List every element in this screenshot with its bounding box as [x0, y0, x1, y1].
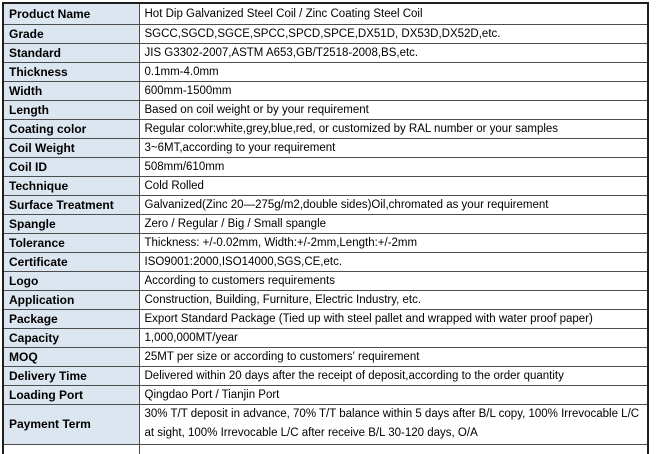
spec-value-loading-port: Qingdao Port / Tianjin Port — [139, 385, 648, 404]
spec-value-surface-treatment: Galvanized(Zinc 20—275g/m2,double sides)Oil,chromated as your requirement — [139, 195, 648, 214]
spec-value-spangle: Zero / Regular / Big / Small spangle — [139, 214, 648, 233]
table-row — [3, 62, 648, 81]
spec-label-coil-weight: Coil Weight — [3, 138, 139, 157]
spec-label-moq: MOQ — [3, 347, 139, 366]
spec-value-coating-color: Regular color:white,grey,blue,red, or customized by RAL number or your samples — [139, 119, 648, 138]
spec-label-delivery-time: Delivery Time — [3, 366, 139, 385]
spec-label-spangle: Spangle — [3, 214, 139, 233]
table-row — [3, 309, 648, 328]
spec-value-coil-weight: 3~6MT,according to your requirement — [139, 138, 648, 157]
table-row — [3, 24, 648, 43]
spec-label-application: Application — [3, 290, 139, 309]
spec-label-surface-treatment: Surface Treatment — [3, 195, 139, 214]
table-row — [3, 157, 648, 176]
spec-label-certificate: Certificate — [3, 252, 139, 271]
table-row — [3, 81, 648, 100]
table-row — [3, 233, 648, 252]
spec-label-capacity: Capacity — [3, 328, 139, 347]
spec-value-application: Construction, Building, Furniture, Electric Industry, etc. — [139, 290, 648, 309]
spec-label-product-name: Product Name — [3, 3, 139, 24]
table-row — [3, 404, 648, 444]
table-row — [3, 252, 648, 271]
spec-label-logo: Logo — [3, 271, 139, 290]
table-row — [3, 43, 648, 62]
spec-value-product-name: Hot Dip Galvanized Steel Coil / Zinc Coating Steel Coil — [139, 3, 648, 24]
spec-label-width: Width — [3, 81, 139, 100]
table-row — [3, 385, 648, 404]
spec-value-grade: SGCC,SGCD,SGCE,SPCC,SPCD,SPCE,DX51D, DX53D,DX52D,etc. — [139, 24, 648, 43]
spec-label-standard: Standard — [3, 43, 139, 62]
table-row — [3, 195, 648, 214]
table-row — [3, 100, 648, 119]
spec-value-certificate: ISO9001:2000,ISO14000,SGS,CE,etc. — [139, 252, 648, 271]
table-row — [3, 271, 648, 290]
spec-label-loading-port: Loading Port — [3, 385, 139, 404]
spec-value-length: Based on coil weight or by your requirement — [139, 100, 648, 119]
spec-value-coil-id: 508mm/610mm — [139, 157, 648, 176]
spec-value-payment-term: 30% T/T deposit in advance, 70% T/T balance within 5 days after B/L copy, 100% Irrevocable L/C at sight, 100% Irrevocable L/C after receive B/L 30-120 days, O/A — [139, 404, 648, 444]
table-row — [3, 214, 648, 233]
spec-label-coil-id: Coil ID — [3, 157, 139, 176]
spec-label-package: Package — [3, 309, 139, 328]
partial-label-cell — [3, 444, 139, 454]
spec-label-payment-term: Payment Term — [3, 404, 139, 444]
table-row — [3, 328, 648, 347]
spec-value-capacity: 1,000,000MT/year — [139, 328, 648, 347]
spec-value-technique: Cold Rolled — [139, 176, 648, 195]
spec-value-tolerance: Thickness: +/-0.02mm, Width:+/-2mm,Length:+/-2mm — [139, 233, 648, 252]
table-row — [3, 176, 648, 195]
spec-label-length: Length — [3, 100, 139, 119]
product-spec-table — [2, 2, 649, 454]
table-row — [3, 119, 648, 138]
table-row — [3, 3, 648, 24]
spec-label-grade: Grade — [3, 24, 139, 43]
table-row-partial — [3, 444, 648, 454]
spec-value-logo: According to customers requirements — [139, 271, 648, 290]
spec-value-thickness: 0.1mm-4.0mm — [139, 62, 648, 81]
spec-value-package: Export Standard Package (Tied up with steel pallet and wrapped with water proof paper) — [139, 309, 648, 328]
table-row — [3, 290, 648, 309]
spec-value-width: 600mm-1500mm — [139, 81, 648, 100]
spec-value-standard: JIS G3302-2007,ASTM A653,GB/T2518-2008,BS,etc. — [139, 43, 648, 62]
spec-value-delivery-time: Delivered within 20 days after the receipt of deposit,according to the order quantity — [139, 366, 648, 385]
partial-value-cell — [139, 444, 648, 454]
spec-label-tolerance: Tolerance — [3, 233, 139, 252]
table-row — [3, 347, 648, 366]
table-row — [3, 138, 648, 157]
spec-label-coating-color: Coating color — [3, 119, 139, 138]
table-row — [3, 366, 648, 385]
spec-label-technique: Technique — [3, 176, 139, 195]
spec-label-thickness: Thickness — [3, 62, 139, 81]
spec-value-moq: 25MT per size or according to customers' requirement — [139, 347, 648, 366]
